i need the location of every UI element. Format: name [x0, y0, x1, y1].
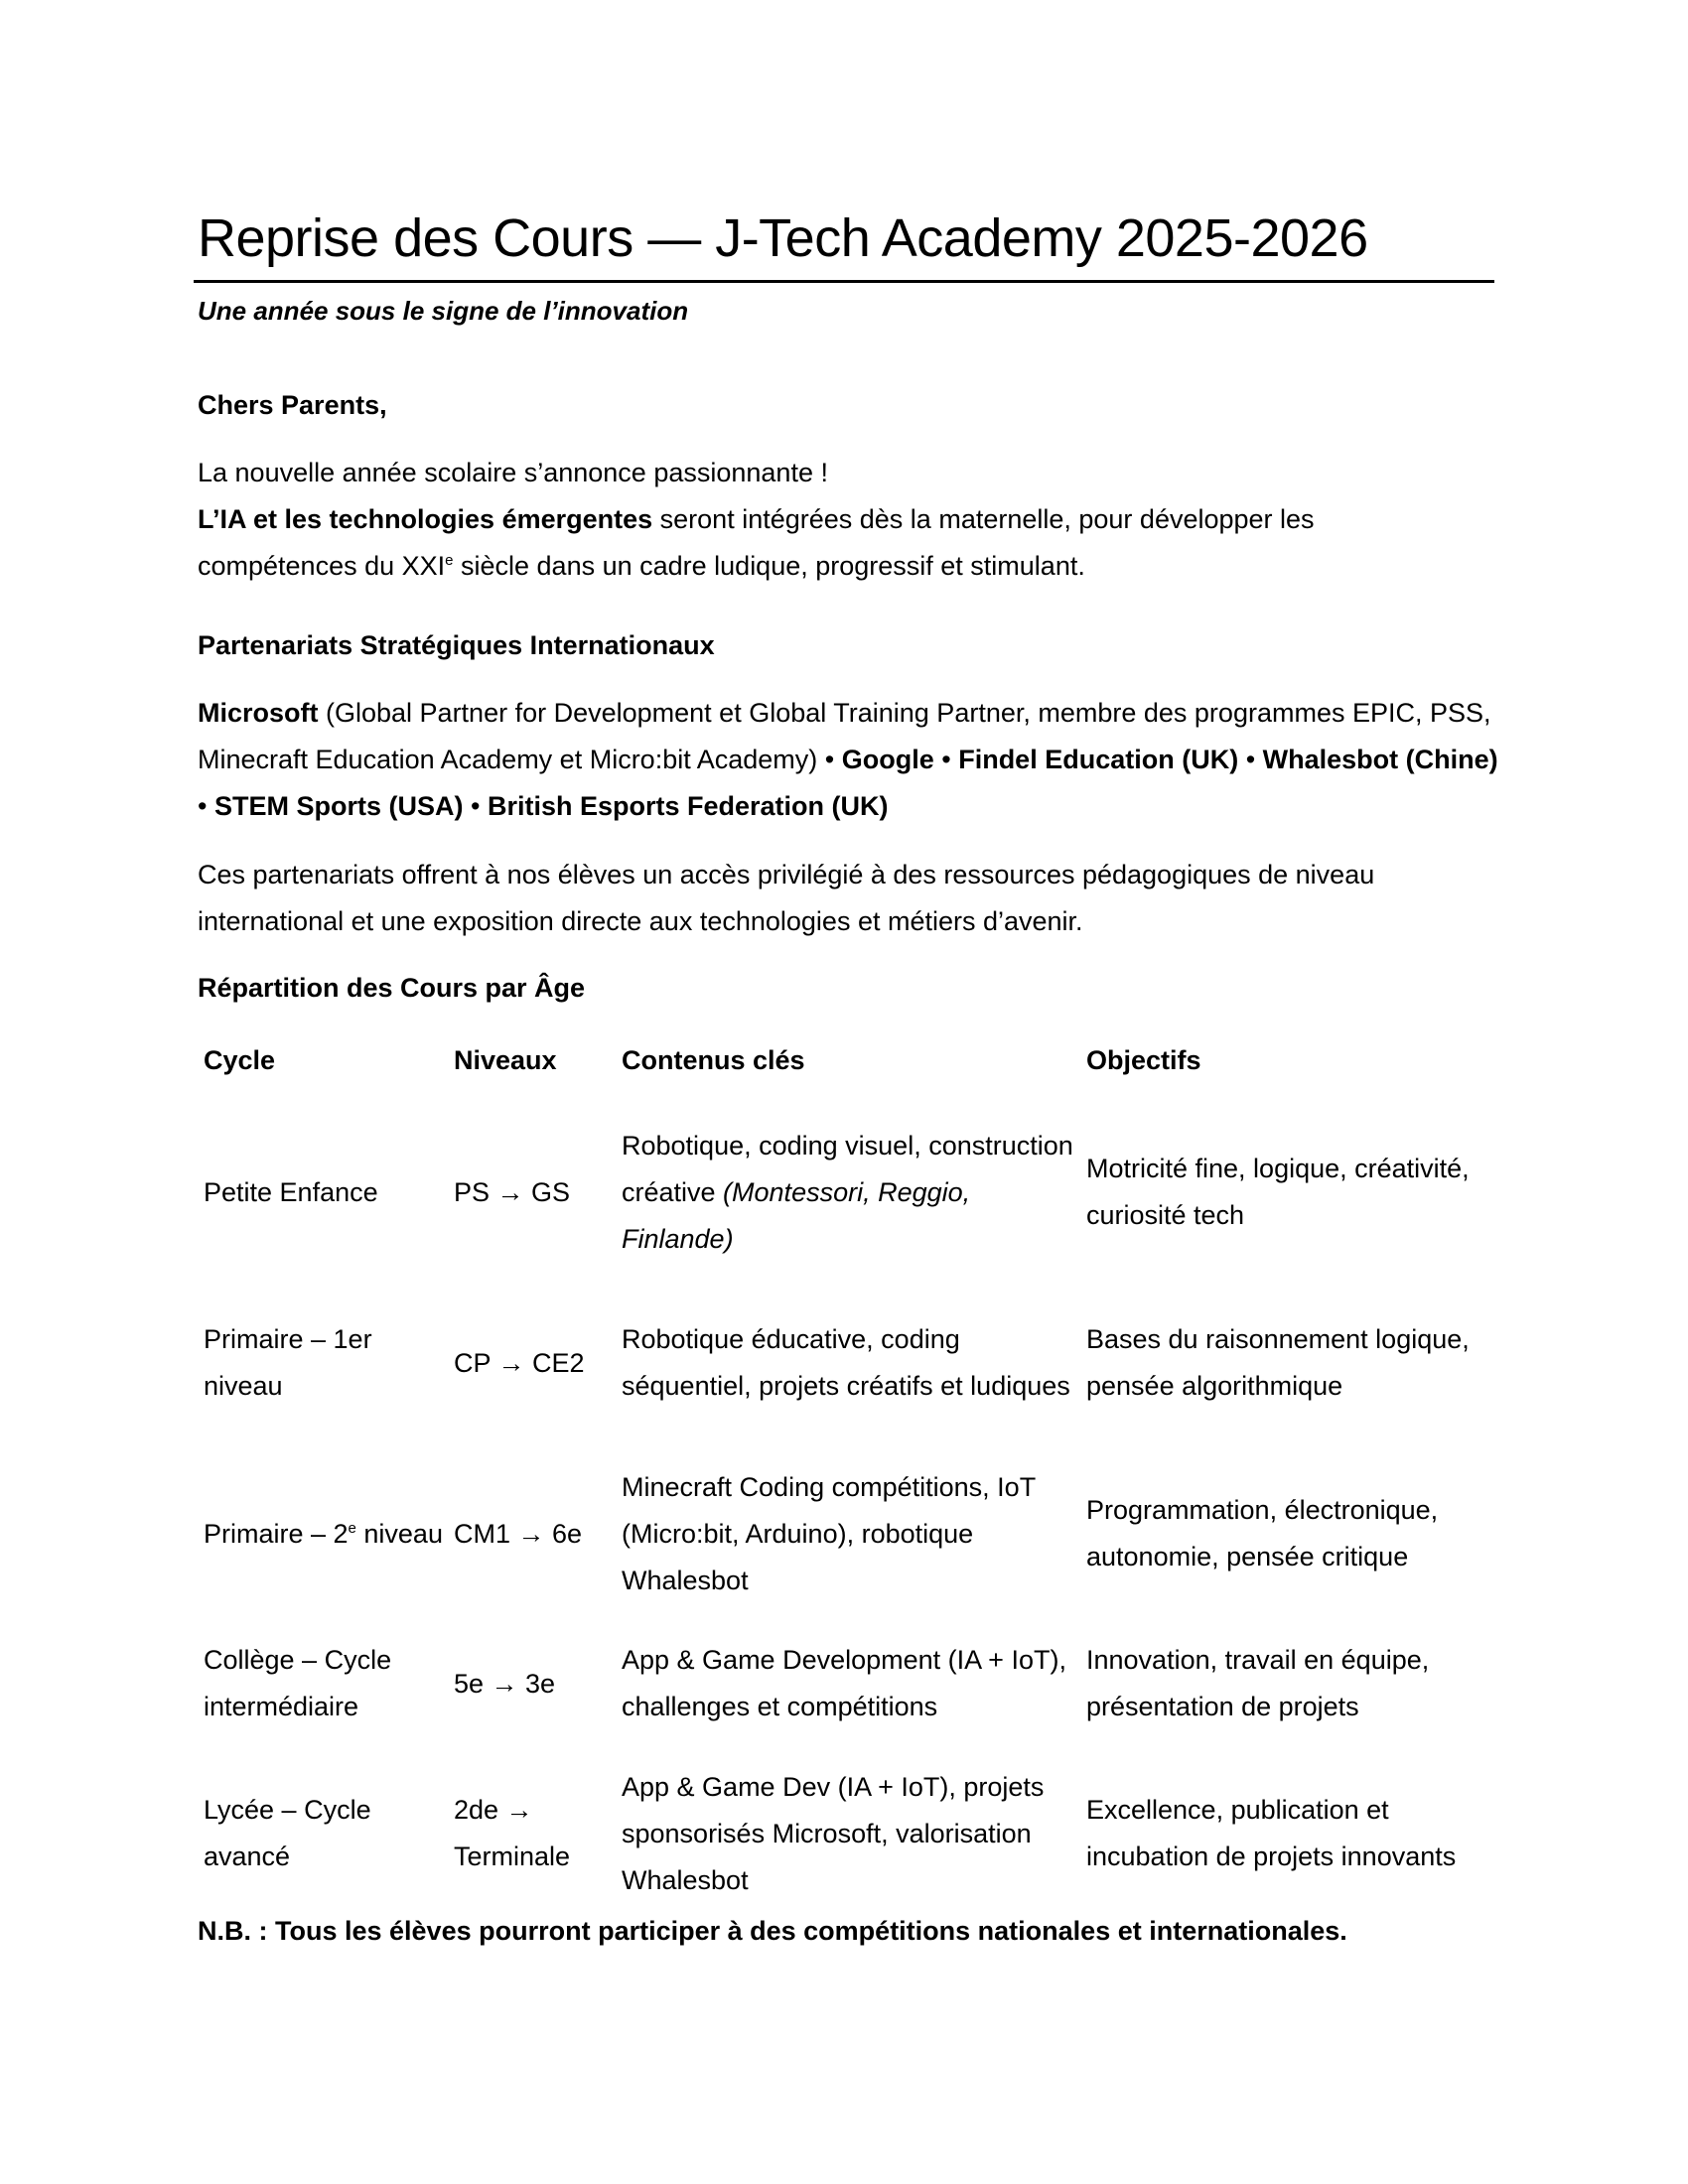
cell-contenus: [616, 1107, 1080, 1278]
cell-niveaux: CP → CE2: [454, 1347, 585, 1378]
cell-cycle-pre: Primaire – 2: [204, 1518, 349, 1549]
cell-objectifs: Excellence, publication et incubation de projets innovants: [1086, 1795, 1457, 1871]
cell-niveaux: 5e → 3e: [454, 1668, 556, 1699]
intro-line-2-text: seront intégrées dès la maternelle, pour développer les: [652, 504, 1315, 534]
page-subtitle: Une année sous le signe de l’innovation: [198, 296, 689, 326]
table-row: [198, 1619, 1483, 1748]
intro-paragraph: [198, 450, 1508, 590]
intro-emphasis: L’IA et les technologies émergentes: [198, 504, 653, 534]
bullet-separator: •: [463, 791, 488, 821]
greeting: Chers Parents,: [198, 390, 387, 420]
intro-line-3-post: siècle dans un cadre ludique, progressif et stimulant.: [453, 551, 1085, 581]
cell-cycle: Collège – Cycle intermédiaire: [204, 1645, 392, 1721]
bullet-separator: •: [198, 791, 214, 821]
cell-objectifs: Programmation, électronique, autonomie, pensée critique: [1086, 1495, 1439, 1571]
partner-british-esports: British Esports Federation (UK): [487, 791, 889, 821]
cell-contenus-text: Robotique, coding visuel, construction créative: [622, 1130, 1073, 1207]
cell-contenus-italic: (Montessori, Reggio, Finlande): [622, 1176, 971, 1254]
cell-objectifs: Bases du raisonnement logique, pensée algorithmique: [1086, 1324, 1470, 1401]
footer-note: N.B. : Tous les élèves pourront participer à des compétitions nationales et internationales.: [198, 1916, 1347, 1946]
cell-niveaux: 2de → Terminale: [454, 1795, 571, 1871]
cell-cycle: Primaire – 1er niveau: [204, 1324, 372, 1401]
partner-microsoft-desc: (Global Partner for Development et Global Training Partner, membre des programmes EPIC, PSS, Minecraft Education Academy et Micro:bit Academy) •: [198, 698, 1491, 774]
partner-stem-sports: STEM Sports (USA): [213, 791, 464, 821]
column-header-cycle: Cycle: [204, 1045, 276, 1075]
column-header-objectifs: Objectifs: [1086, 1045, 1201, 1075]
cell-cycle: Lycée – Cycle avancé: [204, 1795, 371, 1871]
bullet-separator: •: [933, 745, 959, 774]
partner-whalesbot: Whalesbot (Chine): [1262, 745, 1498, 774]
superscript: e: [348, 1519, 356, 1537]
intro-line-3-pre: compétences du XXI: [198, 551, 446, 581]
courses-table: [198, 1037, 1483, 1919]
courses-heading: Répartition des Cours par Âge: [198, 973, 586, 1003]
cell-cycle: [198, 1448, 448, 1619]
cell-objectifs: Motricité fine, logique, créativité, curiosité tech: [1086, 1154, 1470, 1230]
table-row: [198, 1748, 1483, 1919]
cell-contenus: Robotique éducative, coding séquentiel, projets créatifs et ludiques: [622, 1324, 1070, 1401]
intro-line-3: [198, 543, 1508, 590]
table-row: [198, 1278, 1483, 1448]
cell-contenus: App & Game Development (IA + IoT), challenges et compétitions: [622, 1645, 1066, 1721]
table-row: [198, 1107, 1483, 1278]
cell-cycle: Petite Enfance: [204, 1176, 378, 1207]
page-title: Reprise des Cours — J-Tech Academy 2025-2026: [198, 208, 1368, 268]
partner-findel: Findel Education (UK): [958, 745, 1239, 774]
cell-contenus: Minecraft Coding compétitions, IoT (Micro:bit, Arduino), robotique Whalesbot: [622, 1471, 1036, 1595]
cell-niveaux: CM1 → 6e: [454, 1518, 583, 1549]
superscript: e: [445, 552, 454, 569]
intro-line-2: [198, 496, 1508, 543]
cell-contenus: App & Game Dev (IA + IoT), projets sponsorisés Microsoft, valorisation Whalesbot: [622, 1771, 1045, 1895]
intro-line-1: La nouvelle année scolaire s’annonce passionnante !: [198, 458, 828, 487]
column-header-contenus: Contenus clés: [622, 1045, 805, 1075]
column-header-niveaux: Niveaux: [454, 1045, 557, 1075]
cell-cycle-post: niveau: [355, 1518, 443, 1549]
title-divider: [194, 280, 1494, 283]
cell-niveaux: PS → GS: [454, 1176, 571, 1207]
table-row: [198, 1448, 1483, 1619]
partners-heading: Partenariats Stratégiques Internationaux: [198, 630, 715, 660]
table-header-row: [198, 1037, 1483, 1107]
partners-paragraph: Ces partenariats offrent à nos élèves un accès privilégié à des ressources pédagogiques de niveau international et une exposition directe aux technologies et métiers d’avenir.: [198, 860, 1375, 936]
partner-google: Google: [841, 745, 934, 774]
bullet-separator: •: [1238, 745, 1263, 774]
cell-objectifs: Innovation, travail en équipe, présentation de projets: [1086, 1645, 1430, 1721]
partners-list: [198, 690, 1498, 830]
partner-microsoft: Microsoft: [198, 698, 319, 728]
